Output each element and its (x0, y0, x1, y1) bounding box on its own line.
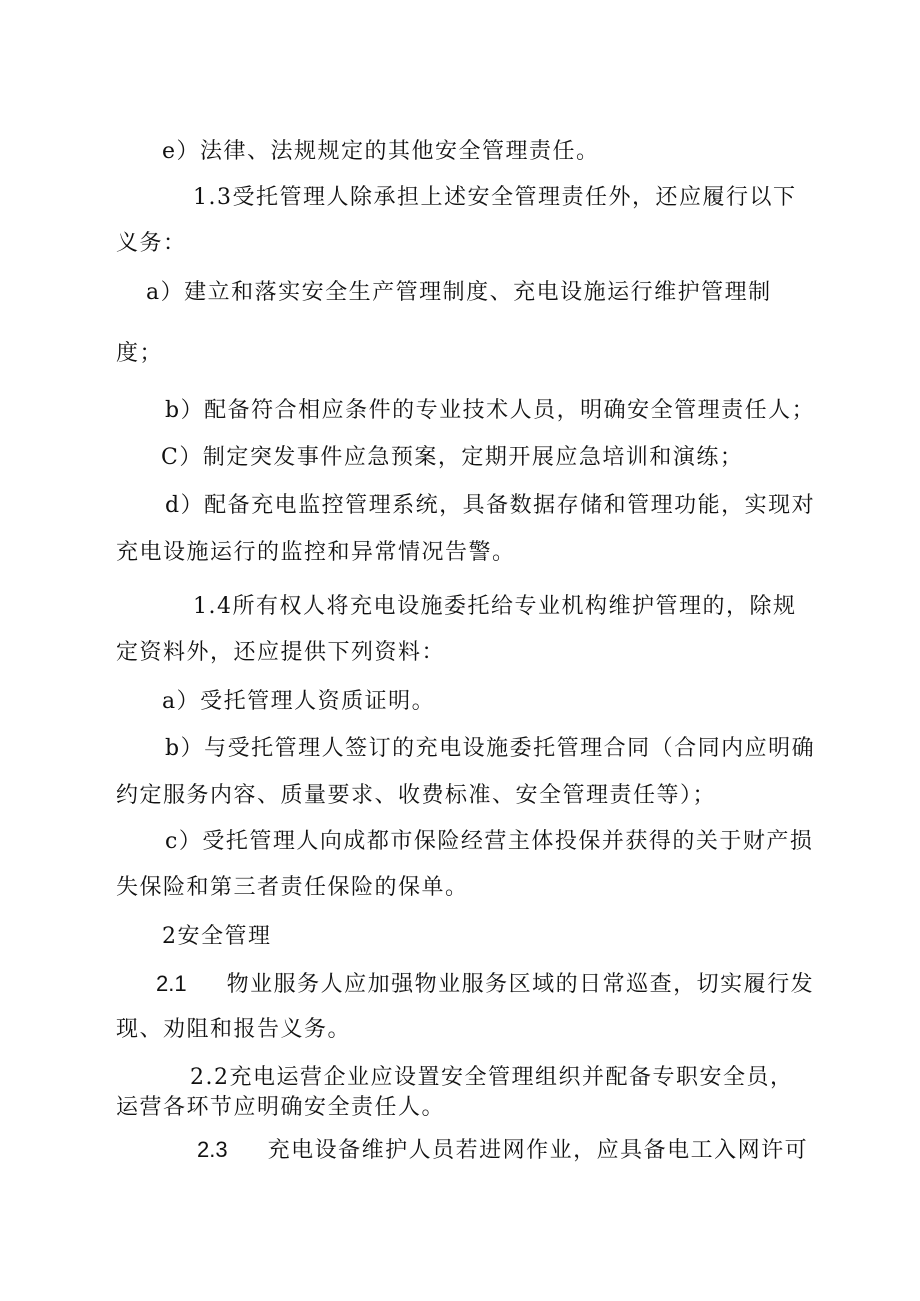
text-line-materials: 定资料外，还应提供下列资料： (116, 640, 446, 665)
text-line-d-monitoring: d）配备充电监控管理系统，具备数据存储和管理功能，实现对 (165, 493, 816, 518)
text-line-c-emergency: C）制定突发事件应急预案，定期开展应急培训和演练； (161, 445, 744, 470)
clause-text-2-1: 物业服务人应加强物业服务区域的日常巡查，切实履行发 (226, 972, 815, 997)
text-line-obligations: 义务： (116, 231, 187, 256)
text-line-b-contract: b）与受托管理人签订的充电设施委托管理合同（合同内应明确 (165, 736, 816, 761)
text-line-system-cont: 度； (116, 341, 164, 366)
text-line-2-1 (156, 970, 816, 999)
clause-text-2-3: 充电设备维护人员若进网作业，应具备电工入网许可 (267, 1138, 809, 1163)
text-line-1-4: 1.4所有权人将充电设施委托给专业机构维护管理的，除规 (193, 594, 797, 619)
text-line-2-1-cont: 现、劝阻和报告义务。 (116, 1017, 352, 1042)
text-line-insurance-cont: 失保险和第三者责任保险的保单。 (116, 875, 469, 900)
text-line-a-system: a）建立和落实安全生产管理制度、充电设施运行维护管理制 (146, 280, 772, 305)
text-line-2-3 (197, 1136, 817, 1165)
text-line-contract-cont: 约定服务内容、质量要求、收费标准、安全管理责任等）； (116, 783, 717, 808)
text-line-e-legal-duty: e）法律、法规规定的其他安全管理责任。 (162, 139, 600, 164)
clause-number-2-1: 2.1 (156, 971, 187, 996)
text-line-a-qualification: a）受托管理人资质证明。 (162, 689, 436, 714)
clause-number-2-3: 2.3 (197, 1137, 228, 1162)
text-line-b-staff: b）配备符合相应条件的专业技术人员，明确安全管理责任人； (165, 398, 816, 423)
text-line-c-insurance: c）受托管理人向成都市保险经营主体投保并获得的关于财产损 (165, 829, 814, 854)
section-heading-safety-management: 2安全管理 (162, 924, 272, 949)
text-line-2-2-cont: 运营各环节应明确安全责任人。 (116, 1095, 446, 1120)
text-line-monitoring-cont: 充电设施运行的监控和异常情况告警。 (116, 540, 516, 565)
text-line-1-3: 1.3受托管理人除承担上述安全管理责任外，还应履行以下 (193, 185, 797, 210)
text-line-2-2: 2.2充电运营企业应设置安全管理组织并配备专职安全员， (190, 1065, 794, 1090)
